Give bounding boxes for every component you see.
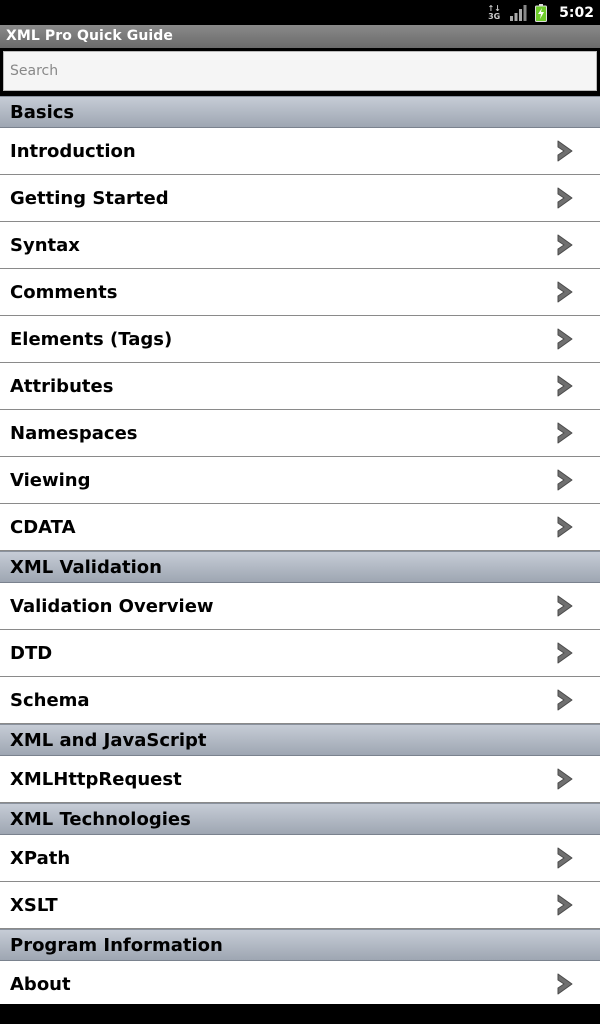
app-title: XML Pro Quick Guide [6, 28, 174, 44]
list-item-label: Viewing [10, 469, 91, 491]
list-item-label: Attributes [10, 375, 114, 397]
chevron-right-icon [556, 847, 574, 869]
chevron-right-icon [556, 328, 574, 350]
chevron-right-icon [556, 187, 574, 209]
list-item-label: Introduction [10, 140, 136, 162]
title-bar [0, 25, 600, 48]
list-item-label: DTD [10, 642, 53, 664]
list-item[interactable] [0, 410, 600, 457]
section-header [0, 96, 600, 128]
section-header [0, 929, 600, 961]
section-header [0, 803, 600, 835]
chevron-right-icon [556, 281, 574, 303]
list-item[interactable] [0, 835, 600, 882]
list-item[interactable] [0, 222, 600, 269]
network-3g-icon [487, 4, 501, 22]
chevron-right-icon [556, 973, 574, 995]
list-item[interactable] [0, 128, 600, 175]
section-header [0, 724, 600, 756]
chevron-right-icon [556, 422, 574, 444]
section-title: XML Technologies [10, 808, 191, 830]
section-title: XML Validation [10, 556, 162, 578]
list-item[interactable] [0, 882, 600, 929]
list-item-label: Getting Started [10, 187, 169, 209]
list-item-label: Validation Overview [10, 595, 214, 617]
status-bar [0, 0, 600, 25]
topic-list[interactable] [0, 96, 600, 1004]
list-item[interactable] [0, 583, 600, 630]
search-input[interactable] [3, 51, 597, 91]
battery-charging-icon [535, 4, 547, 22]
chevron-right-icon [556, 595, 574, 617]
chevron-right-icon [556, 234, 574, 256]
chevron-right-icon [556, 894, 574, 916]
chevron-right-icon [556, 516, 574, 538]
section-header [0, 551, 600, 583]
list-item[interactable] [0, 961, 600, 1004]
list-item-label: XPath [10, 847, 71, 869]
list-item[interactable] [0, 504, 600, 551]
chevron-right-icon [556, 642, 574, 664]
list-item[interactable] [0, 363, 600, 410]
section-title: XML and JavaScript [10, 729, 207, 751]
list-item-label: Comments [10, 281, 118, 303]
list-item[interactable] [0, 457, 600, 504]
network-type-label: 3G [488, 11, 501, 21]
status-icons [487, 0, 594, 25]
status-time: 5:02 [559, 4, 594, 21]
list-item[interactable] [0, 677, 600, 724]
section-title: Basics [10, 101, 75, 123]
chevron-right-icon [556, 375, 574, 397]
list-item-label: Syntax [10, 234, 80, 256]
list-item-label: Elements (Tags) [10, 328, 173, 350]
list-item[interactable] [0, 630, 600, 677]
chevron-right-icon [556, 768, 574, 790]
list-item-label: Schema [10, 689, 90, 711]
chevron-right-icon [556, 140, 574, 162]
network-activity-label: ↑↓ [487, 3, 501, 13]
chevron-right-icon [556, 689, 574, 711]
list-item-label: XMLHttpRequest [10, 768, 182, 790]
signal-bars-icon [509, 5, 527, 21]
list-item-label: CDATA [10, 516, 76, 538]
chevron-right-icon [556, 469, 574, 491]
list-item[interactable] [0, 316, 600, 363]
bottom-bar [0, 1004, 600, 1024]
list-item-label: Namespaces [10, 422, 138, 444]
list-item-label: XSLT [10, 894, 58, 916]
list-item[interactable] [0, 756, 600, 803]
search-bar [0, 48, 600, 96]
list-item[interactable] [0, 175, 600, 222]
list-item-label: About [10, 973, 71, 995]
section-title: Program Information [10, 934, 223, 956]
list-item[interactable] [0, 269, 600, 316]
